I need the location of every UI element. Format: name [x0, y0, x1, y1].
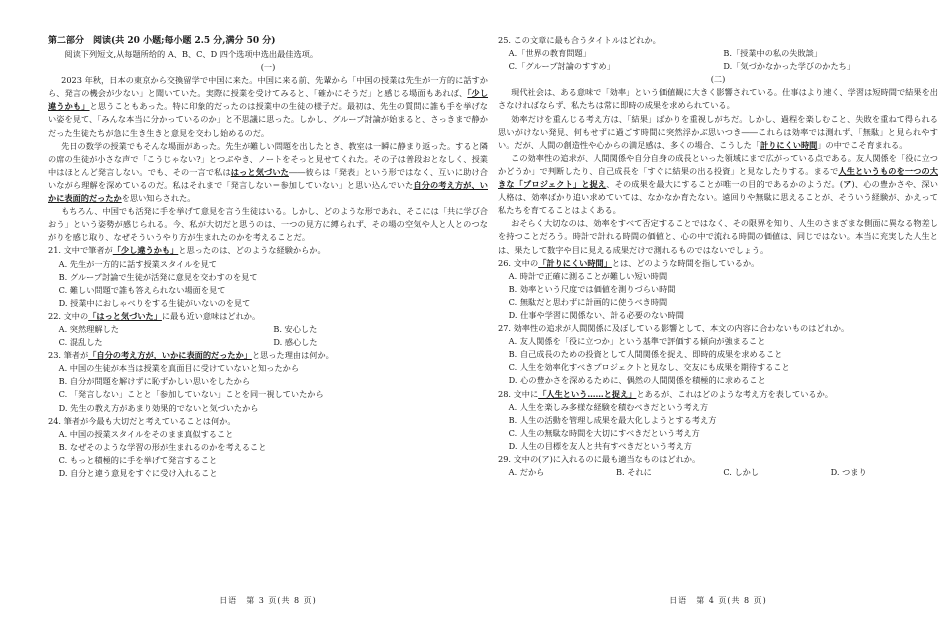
q29-option-c: C. しかし [723, 467, 760, 478]
q25-stem: 25. この文章に最も合うタイトルはどれか。 [498, 35, 661, 45]
passage2-para3 [498, 152, 938, 217]
footer-page-3: 日语 第 3 页(共 8 页) [219, 596, 317, 605]
q25-option-c: C.「グループ討論のすすめ」 [508, 61, 615, 72]
q28-option-a: A. 人生を楽しみ多様な経験を積むべきだという考え方 [508, 401, 709, 412]
q26-option-a: A. 時計で正確に測ることが難しい短い時間 [508, 270, 668, 281]
q26-pre: 26. 文中の [498, 257, 539, 268]
q26-option-c: C. 無駄だと思わずに計画的に使うべき時間 [508, 296, 668, 307]
q27-stem: 27. 効率性の追求が人間関係に及ぼしている影響として、本文の内容に合わないものはどれか。 [498, 323, 850, 334]
p1-underline: 「少し違うかも」 [48, 88, 489, 112]
passage2-para4: おそらく大切なのは、効率をすべて否定することではなく、その限界を知り、人生のさまざまな側面に異なる物差しを持つことだろう。時計で計れる時間の価値と、心の中で流れる時間の価値は、同じではない。本当に充実した人生とは、果たして数字や目に見える成果だけで測れるものではないでしょう。 [498, 218, 938, 255]
passage2-heading: (二) [710, 74, 726, 85]
r2-text-b: 」の中でこそ育まれる。 [817, 139, 908, 150]
question-28 [498, 388, 938, 453]
q22-options-row1 [48, 323, 488, 336]
q26-post: とは、どのような時間を指しているか。 [611, 257, 760, 268]
q29-stem: 29. 文中の(ア)に入れるのに最も適当なものはどれか。 [498, 454, 701, 464]
q28-pre: 28. 文中に [498, 388, 539, 399]
q22-options-row2 [48, 336, 488, 349]
q23-stem [48, 349, 488, 362]
section-note: (共 20 小题;每小题 2.5 分,满分 50 分) [111, 36, 276, 46]
question-25 [498, 34, 938, 73]
q21-option-a: A. 先生が一方的に話す授業スタイルを見て [58, 258, 217, 269]
q24-stem: 24. 筆者が今最も大切だと考えていることは何か。 [48, 415, 236, 426]
p2-text-a: 先日の数学の授業でもそんな場面があった。先生が難しい問題を出したとき、教室は一瞬に静まり返った。すると隣の席の生徒が小さな声で「こうじゃない?」とつぶやき、ノートをそっと見せてくれた。その子は普段おとなしく、授業中はほとんど発言しない。でも、その一言で私は [48, 140, 488, 177]
q22-underline: 「はっと気づいた」 [88, 310, 162, 321]
q24-option-a: A. 中国の授業スタイルをそのまま真似すること [58, 428, 234, 439]
q22-pre: 22. 文中の [48, 310, 89, 321]
passage2-para2 [498, 113, 938, 152]
r3-text-b: 、その成果を最大にすることが唯一の目的であるかのようだ。( [606, 179, 844, 190]
r3-blank-a: ア [843, 179, 852, 190]
r2-text-a: 効率だけを重んじる考え方は、「結果」ばかりを重視しがちだ。しかし、過程を楽しむこと、失敗を重ねて得られる思いがけない発見、何もせずに過ごす時間に突然浮かぶ思いつき――これらは効率では測れず、「無駄」と見られやすい。だが、人間の創造性や心からの満足感は、多くの場合、こうした「 [498, 113, 938, 150]
footer-page-4: 日语 第 4 页(共 8 页) [669, 596, 767, 605]
section-title-text: 第二部分 阅读 [48, 36, 112, 46]
p2-underline-1: はっと気づいた [230, 166, 289, 177]
question-22 [48, 310, 488, 349]
q27-option-c: C. 人生を効率化すべきプロジェクトと見なし、交友にも成果を期待すること [508, 362, 790, 373]
p1-text-b: と思うこともあった。特に印象的だったのは授業中の生徒の様子だ。最初は、先生の質問に誰も手を挙げない姿を見て、「みんな本当に分かっているのか」と不思議に思った。しかし、グループ討論が始まると、さっきまで静かだった生徒たちが急に生き生きと意見を交わし始めるのだ。 [48, 101, 488, 138]
r2-underline: 計りにくい時間 [760, 139, 818, 150]
p1-text-a: 2023 年秋，日本の東京から交換留学で中国に来た。中国に来る前、先輩から「中国の授業は先生が一方的に話すから、発言の機会が少ない」と聞いていた。実際に授業を受けてみると、「確かにそうだ」と感じる場面もあれば、 [48, 75, 488, 99]
p2-text-b: ――彼らは「発表」という形ではなく、互いに助け合いながら理解を深めているのだ。私はそれまで「発言しない＝参加していない」と思い込んでいた [48, 166, 488, 190]
q21-option-b: B. グループ討論で生徒が活発に意見を交わすのを見て [58, 271, 258, 282]
p2-text-c: を思い知らされた。 [121, 193, 196, 204]
q24-option-c: C. もっと積極的に手を挙げて発言すること [58, 454, 218, 465]
q25-options-row2 [498, 60, 938, 73]
question-24 [48, 415, 488, 480]
q21-post: と思ったのは、どのような経験からか。 [178, 245, 326, 256]
q22-post: に最も近い意味はどれか。 [161, 310, 261, 321]
question-27 [498, 322, 938, 387]
q22-option-d: D. 感心した [273, 337, 318, 348]
q23-option-a: A. 中国の生徒が本当は授業を真面目に受けていないと知ったから [58, 363, 300, 374]
q24-option-d: D. 自分と違う意見をすぐに受け入れること [58, 468, 218, 478]
q23-post: と思った理由は何か。 [251, 350, 334, 361]
left-page [48, 34, 488, 480]
q27-option-b: B. 自己成長のための投資として人間関係を捉え、即時的成果を求めること [508, 349, 783, 360]
q28-post: とあるが、これはどのような考え方を表しているか。 [636, 388, 833, 399]
q27-option-d: D. 心の豊かさを深めるために、偶然の人間関係を積極的に求めること [508, 375, 766, 386]
passage1-para2 [48, 140, 488, 205]
q21-option-c: C. 難しい問題で誰も答えられない場面を見て [58, 284, 226, 295]
q26-underline: 「計りにくい時間」 [538, 257, 612, 268]
q29-options-row [498, 466, 938, 479]
passage1-heading: (一) [260, 62, 276, 73]
question-23 [48, 349, 488, 414]
question-26 [498, 257, 938, 322]
q23-pre: 23. 筆者が [48, 350, 89, 361]
r3-text-a: この効率性の追求が、人間関係や自分自身の成長といった領域にまで広がっている点である。友人関係を「役に立つかどうか」で判断したり、自己成長を「すぐに結果の出る投資」と見なしたりする。まるで [498, 152, 938, 176]
section-title [48, 34, 488, 48]
instruction: 阅读下列短文,从每题所给的 A、B、C、D 四个选项中选出最佳选项。 [64, 49, 319, 59]
q21-stem [48, 244, 488, 257]
q25-option-b: B.「授業中の私の失敗談」 [723, 48, 823, 59]
passage1-para1 [48, 74, 488, 139]
q28-option-d: D. 人生の目標を友人と共有すべきだという考え方 [508, 440, 692, 451]
passage1-para3: もちろん、中国でも活発に手を挙げて意見を言う生徒はいる。しかし、どのような形であれ、そこには「共に学び合おう」という姿勢が感じられる。今、私が大切だと思うのは、一つの見方に縛られず、その場の空気や人と人とのつながりを感じ取り、なぜそういうやり方が生まれたのかを考えることだ。 [48, 206, 488, 243]
q28-underline: 「人生という……と捉え」 [538, 388, 637, 399]
question-21 [48, 244, 488, 309]
q28-option-c: C. 人生の無駄な時間を大切にすべきだという考え方 [508, 427, 700, 438]
r3-underline: 人生というものを一つの大きな「プロジェクト」と捉え [498, 165, 938, 190]
q29-option-b: B. それに [615, 467, 652, 478]
q27-option-a: A. 友人関係を「役に立つか」という基準で評価する傾向が強まること [508, 336, 766, 347]
q26-stem [498, 257, 938, 270]
q22-option-c: C. 混乱した [58, 337, 103, 348]
passage2-para1: 現代社会は、ある意味で「効率」という価値観に大きく影響されている。仕事はより速く、学習は短時間で結果を出さなければならず、私たちは常に即時の成果を求められている。 [498, 87, 938, 111]
q26-option-b: B. 効率という尺度では価値を測りづらい時間 [508, 283, 676, 294]
q22-option-a: A. 突然理解した [58, 323, 119, 334]
q21-underline: 「少し違うかも」 [112, 245, 179, 256]
q29-option-d: D. つまり [830, 467, 867, 478]
q23-option-c: C. 「発言しない」ことと「参加していない」ことを同一視していたから [58, 389, 324, 400]
q24-option-b: B. なぜそのような学習の形が生まれるのかを考えること [58, 441, 267, 452]
q25-options-row1 [498, 47, 938, 60]
q22-option-b: B. 安心した [273, 323, 318, 334]
r3-text-c: )、心の豊かさや、深い人格は、効率ばかり追い求めていては、なかなか育たない。遠回りや無駄に思えることが、そういう経験が、かえって私たちを育てることはよくある。 [498, 179, 938, 216]
q23-option-d: D. 先生の教え方があまり効果的でないと気づいたから [58, 402, 259, 413]
p2-underline-2: 自分の考え方が、いかに表面的だったか [48, 179, 488, 204]
q21-pre: 21. 文中で筆者が [48, 245, 113, 256]
q29-option-a: A. だから [508, 467, 545, 478]
q28-stem [498, 388, 938, 401]
q23-option-b: B. 自分が問題を解けずに恥ずかしい思いをしたから [58, 376, 251, 387]
q28-option-b: B. 人生の活動を管理し成果を最大化しようとする考え方 [508, 414, 717, 425]
q22-stem [48, 310, 488, 323]
q21-option-d: D. 授業中におしゃべりをする生徒がいないのを見て [58, 297, 251, 308]
question-29 [498, 453, 938, 479]
q25-option-a: A.「世界の教育問題」 [508, 48, 591, 59]
q25-option-d: D.「気づかなかった学びのかたち」 [723, 61, 856, 72]
right-page [498, 34, 938, 479]
q26-option-d: D. 仕事や学習に関係ない、計る必要のない時間 [508, 309, 684, 320]
q23-underline: 「自分の考え方が，いかに表面的だったか」 [88, 350, 252, 361]
